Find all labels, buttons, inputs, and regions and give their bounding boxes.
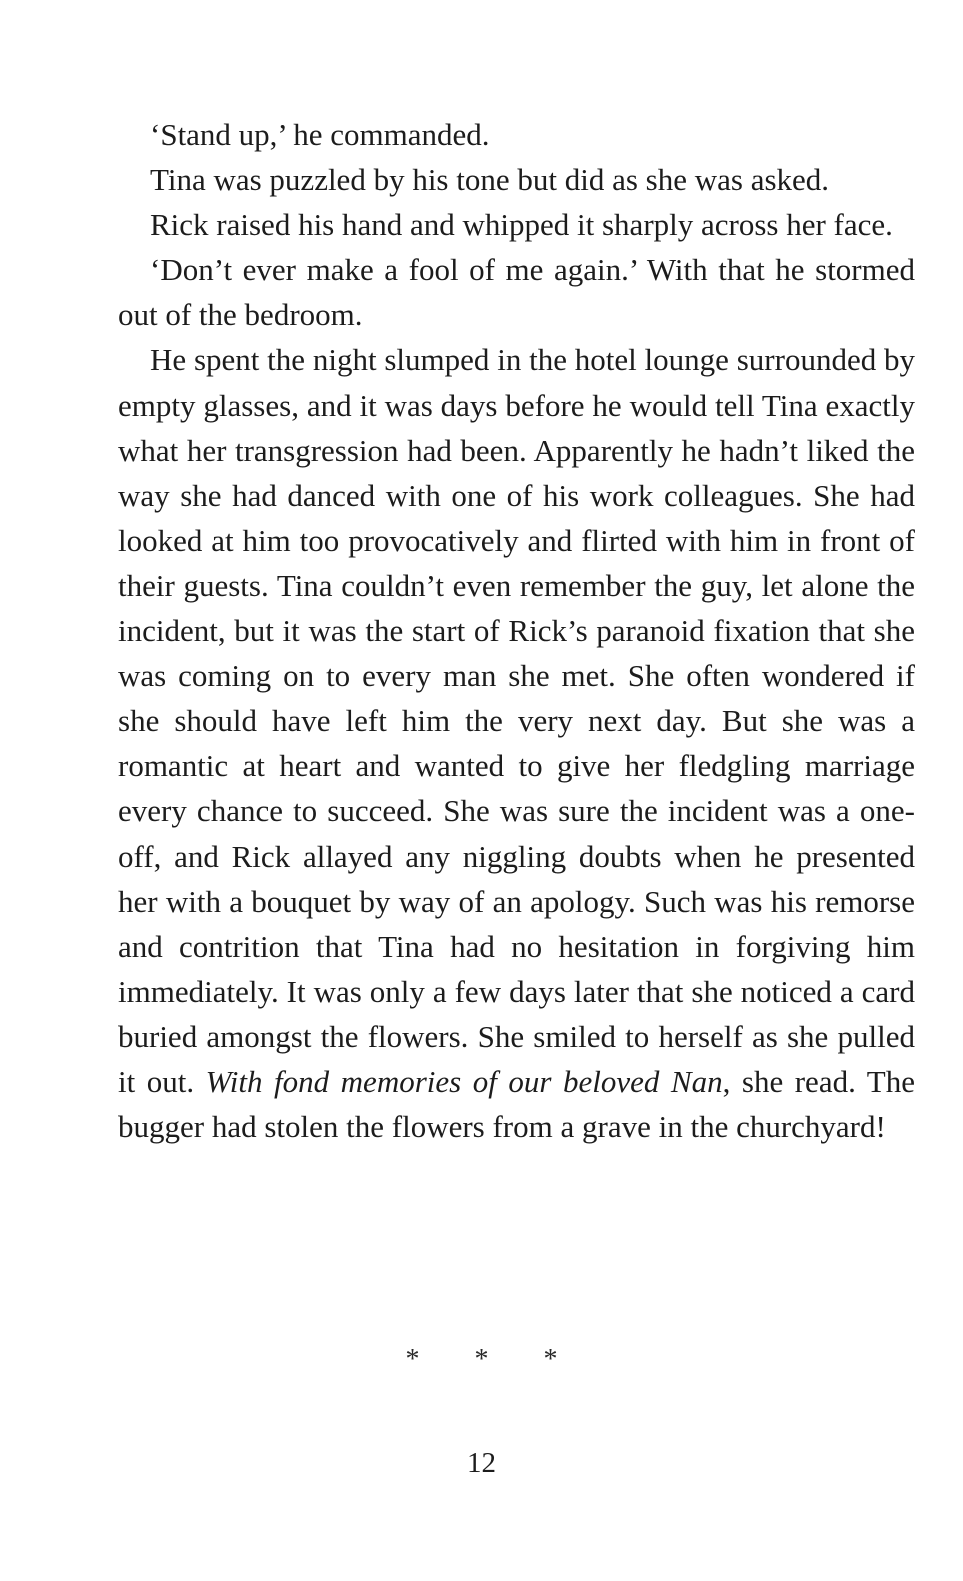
scene-break-asterisk: *	[405, 1344, 420, 1375]
paragraph-hotel-lounge	[118, 337, 915, 1149]
paragraph-text-before-italic: He spent the night slumped in the hotel lounge surrounded by empty glasses, and it was days before he would tell Tina exactly what her transgression had been. Apparently he hadn’t liked the way she had danced with one of his work colleagues. She had looked at him too provocatively and flirted with him in front of their guests. Tina couldn’t even remember the guy, let alone the incident, but it was the start of Rick’s paranoid fixation that she was coming on to every man she met. She often wondered if she should have left him the very next day. But she was a romantic at heart and wanted to give her fledgling marriage every chance to succeed. She was sure the incident was a one-off, and Rick allayed any niggling doubts when he presented her with a bouquet by way of an apology. Such was his remorse and contrition that Tina had no hesitation in forgiving him immediately. It was only a few days later that she noticed a card buried amongst the flowers. She smiled to herself as she pulled it out.	[118, 342, 915, 1099]
card-inscription-italic: With fond memories of our beloved Nan	[205, 1063, 723, 1099]
scene-break-asterisk: *	[543, 1344, 558, 1375]
paragraph-rick-slap: Rick raised his hand and whipped it sharply across her face.	[150, 207, 893, 243]
book-page-text	[118, 112, 915, 1149]
page-number: 12	[467, 1447, 496, 1479]
paragraph-stand-up: ‘Stand up,’ he commanded.	[150, 117, 490, 152]
scene-break-asterisk: *	[474, 1344, 489, 1375]
paragraph-tina-puzzled: Tina was puzzled by his tone but did as she was asked.	[150, 162, 830, 198]
scene-break	[0, 1344, 963, 1376]
paragraph-text-after-italic: , she read. The bugger had stolen the flowers from a grave in the churchyard!	[118, 1063, 915, 1145]
paragraph-dont-make-fool: ‘Don’t ever make a fool of me again.’ With that he stormed out of the bedroom.	[118, 252, 915, 333]
